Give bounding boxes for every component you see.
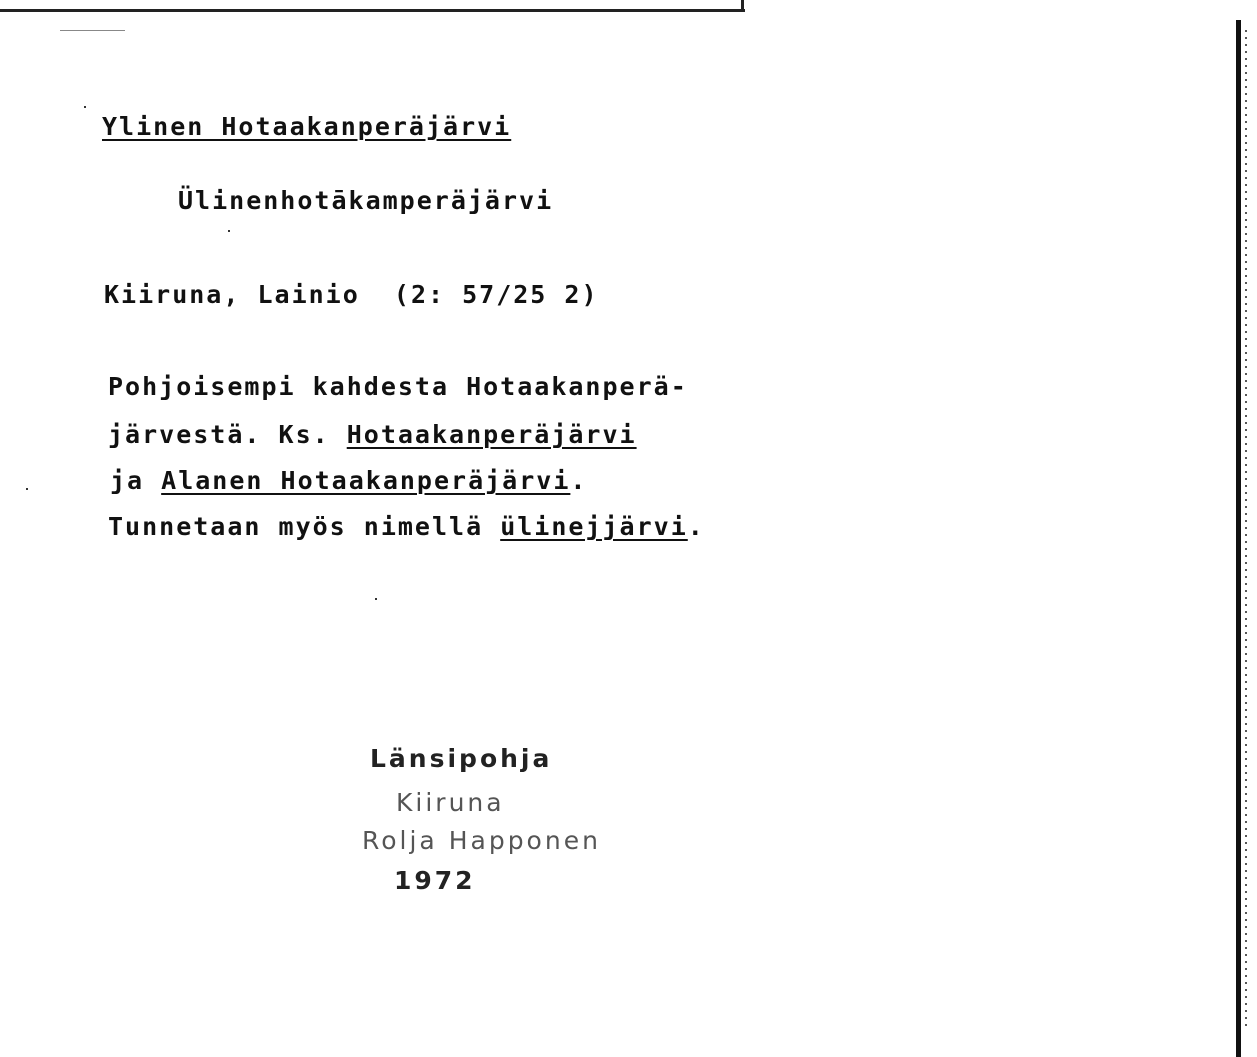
- stamp-region: Länsipohja: [370, 744, 553, 773]
- location-text: Kiiruna, Lainio: [104, 280, 360, 309]
- stamp-year: 1972: [394, 866, 476, 895]
- description-line-2-text: järvestä. Ks.: [108, 420, 347, 449]
- cross-reference-alanen[interactable]: Alanen Hotaakanperäjärvi: [161, 466, 571, 495]
- description-line-1: Pohjoisempi kahdesta Hotaakanperä-: [108, 372, 688, 401]
- top-faint-line: [60, 30, 125, 31]
- stamp-collector: Rolja Happonen: [362, 826, 601, 855]
- card-title: Ylinen Hotaakanperäjärvi: [102, 112, 512, 141]
- description-line-4-text: Tunnetaan myös nimellä: [108, 512, 501, 541]
- location-line: [104, 280, 599, 310]
- reference-code: (2: 57/25 2): [393, 280, 599, 309]
- description-line-2: [108, 420, 637, 450]
- speck: [84, 106, 86, 108]
- description-line-3-text: ja: [110, 466, 162, 495]
- description-line-3: [110, 466, 587, 496]
- description-line-3-end: .: [570, 466, 588, 495]
- top-border-line: [0, 9, 745, 12]
- speck: [26, 488, 28, 490]
- variant-name: Ülinenhotākamperäjärvi: [178, 186, 554, 215]
- top-border-tick: [741, 0, 744, 12]
- speck: [375, 598, 377, 600]
- stamp-municipality: Kiiruna: [396, 788, 505, 817]
- cross-reference-ulinejjarvi[interactable]: ülinejjärvi: [500, 512, 688, 541]
- right-edge-dotted-line: [1245, 30, 1247, 1030]
- description-line-4-end: .: [687, 512, 705, 541]
- right-card-edge: [1236, 20, 1241, 1057]
- description-line-4: [108, 512, 705, 542]
- speck: [228, 230, 230, 232]
- cross-reference-hotaakanperajarvi[interactable]: Hotaakanperäjärvi: [346, 420, 637, 449]
